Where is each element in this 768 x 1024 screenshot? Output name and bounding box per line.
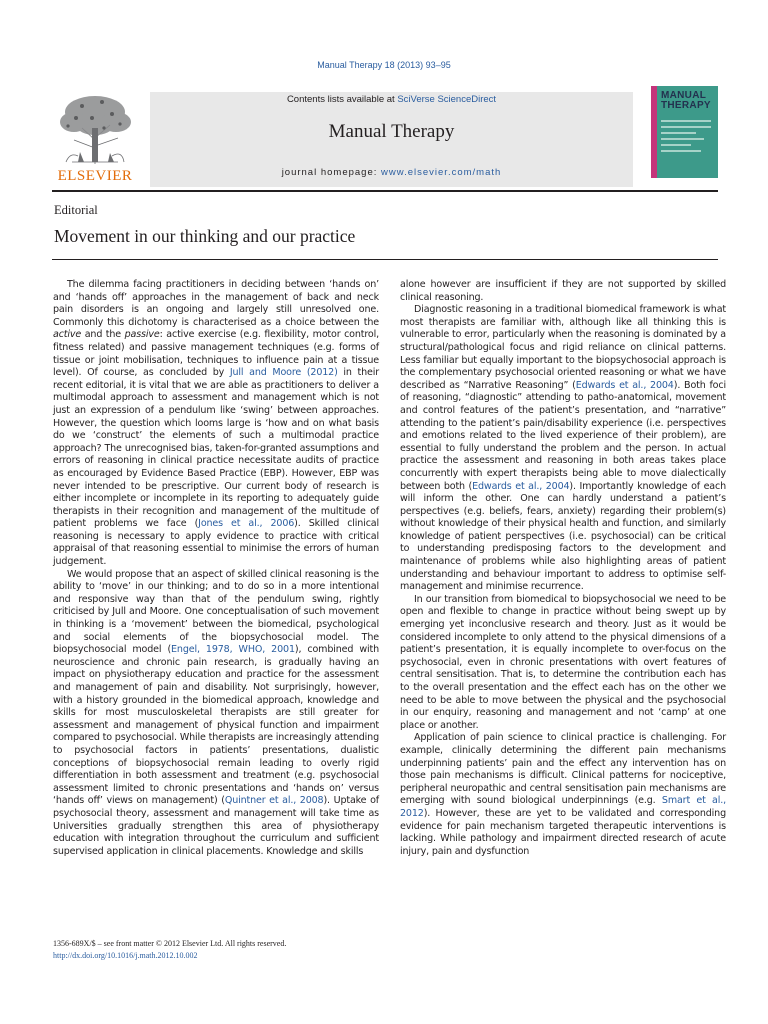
elsevier-wordmark: ELSEVIER [57, 168, 133, 184]
body-paragraph [400, 732, 726, 858]
contents-prefix: Contents lists available at [286, 94, 398, 105]
paragraph-text: In our transition from biomedical to biopsychosocial we need to be open and flexible to change in practice without being swept up by emerging yet inconclusive research and theory. Just as it would be considered incomplete to only attend to the physical dimensions of a patient’s presentation, it is equally incomplete to over-focus on the psychosocial, even in chronic presentations with overt features of central sensitisation. That is, to determine the contribution each has to the overall presentation and the effect each has on the other we need to be able to move between the physical and the psychosocial in our enquiry, reasoning and management and not ‘camp’ at one place or another. [400, 593, 726, 731]
body-paragraph [400, 594, 726, 733]
body-paragraph [53, 279, 379, 569]
journal-banner [150, 92, 633, 187]
italic-term: active [53, 329, 82, 341]
paragraph-text: ). However, these are yet to be validated and corresponding evidence for pain mechanism targeted therapeutic interventions is lacking. While pathology and impairment directed research of acute injury, pain and dysfunction [400, 807, 726, 857]
cover-title-line2: THERAPY [661, 100, 711, 111]
elsevier-logo[interactable] [52, 92, 138, 188]
sciencedirect-link[interactable]: SciVerse ScienceDirect [397, 94, 497, 105]
reference-link[interactable]: Edwards et al., 2004 [472, 480, 570, 492]
reference-link[interactable]: Jull and Moore (2012) [229, 367, 338, 379]
body-paragraph [53, 569, 379, 859]
paragraph-text: The dilemma facing practitioners in deciding between ‘hands on’ and ‘hands off’ approaches in the management of back and neck pain disorders is an ongoing and largely still unresolved one. Commonly this dichotomy is characterised as a choice between the [53, 279, 379, 328]
article-type: Editorial [54, 203, 98, 217]
paragraph-text: in their recent editorial, it is vital that we are able as practitioners to deliver a multimodal approach to assessment and management which is not just an expression of a pendulum like ‘swing’ between approaches. However, the question which looms large is ‘how and on what basis do we ‘construct’ the elements of such a multimodal practice approach? The unrecognised bias, taken-for-granted assumptions and errors of reasoning in clinical practice necessitate audits of practice as encouraged by Evidence Based Practice (EBP). However, EBP was never intended to be prescriptive. Our current body of research is either incomplete or incomplete in its reporting to adequately guide therapists in their recognition and management of the multitude of patient problems we face ( [53, 367, 379, 530]
reference-link[interactable]: Quintner et al., 2008 [224, 795, 324, 807]
reference-link[interactable]: Edwards et al., 2004 [575, 379, 674, 391]
footer [53, 938, 286, 962]
body-column-left [53, 279, 379, 858]
reference-link[interactable]: Smart et al., 2012 [400, 795, 727, 819]
doi-link[interactable]: http://dx.doi.org/10.1016/j.math.2012.10.002 [53, 951, 198, 960]
italic-term: passive [124, 329, 160, 341]
paragraph-text: Diagnostic reasoning in a traditional biomedical framework is what most therapists are familiar with, although like all thinking this is vulnerable to error, particularly when the reasoning is dominated by a structural/pathological focus and rigid reliance on clinical patterns. Less familiar but equally important to the biopsychosocial approach is the complementary psychosocial oriented reasoning or what we have described as “Narrative Reasoning” ( [400, 304, 726, 391]
homepage-link[interactable]: www.elsevier.com/math [381, 167, 502, 178]
body-paragraph [400, 279, 726, 304]
cover-title-line1: MANUAL [661, 90, 707, 101]
paragraph-text: We would propose that an aspect of skilled clinical reasoning is the ability to ‘move’ in our thinking; and to do so in a more intentional and responsive way than that of the pendulum swing, rightly criticised by Jull and Moore. One conceptualisation of such movement in thinking is a ‘movement’ between the biomedical, psychological and social elements of the biopsychosocial model. The biopsychosocial model ( [53, 568, 379, 656]
journal-citation[interactable]: Manual Therapy 18 (2013) 93–95 [317, 60, 451, 70]
journal-homepage [150, 167, 633, 178]
paragraph-text: ). Importantly knowledge of each will inform the other. One can hardly understand a patient’s perspectives (e.g. beliefs, fears, anxiety) regarding their problem(s) without knowledge of their physical health and function, and similarly knowledge of patient perspectives (i.e. psychosocial) can be critical to understanding predisposing factors to the development and maintenance of problems while also highlighting areas of patient understanding and behaviour important to address to optimise self-management and minimise recurrence. [400, 480, 727, 593]
homepage-prefix: journal homepage: [281, 167, 382, 178]
paragraph-text: ). Skilled clinical reasoning is necessary to apply evidence to practice with critical appraisal of that reasoning essential to minimise the errors of human judgement. [53, 518, 380, 568]
paragraph-text: alone however are insufficient if they are not supported by skilled clinical reasoning. [400, 279, 726, 303]
body-column-right [400, 279, 726, 858]
body-paragraph [400, 304, 726, 594]
elsevier-tree-icon [52, 92, 138, 166]
paragraph-text: Application of pain science to clinical practice is challenging. For example, clinically determining the different pain mechanisms underpinning patients’ pain and the effect any intervention has on those pain mechanisms is difficult. Clinical patterns for nociceptive, peripheral neuropathic and central sensitisation pain mechanisms are emerging with sound biological underpinnings (e.g. [400, 732, 726, 807]
paragraph-text: : active exercise (e.g. flexibility, motor control, fitness related) and passive management techniques (e.g. forms of tissue or joint mobilisation, techniques to influence pain at a tissue level). Of course, as concluded by [53, 329, 379, 379]
cover-title [661, 91, 717, 111]
contents-availability [150, 94, 633, 105]
paragraph-text: and the [81, 329, 125, 341]
paragraph-text: ). Both foci of reasoning, “diagnostic” attending to patho-anatomical, movement and control features of the patient’s presentation, and “narrative” attending to the patient’s pain/disability experience (i.e. perspectives and emotions related to the lived experience of their problem), are essential to fully understand the problem and the person. In actual practice the assessment and reasoning in both areas takes place concurrently with expert therapists being able to move dialectically between both ( [400, 379, 726, 492]
journal-cover-thumbnail[interactable] [651, 86, 718, 178]
journal-name: Manual Therapy [328, 121, 455, 142]
header-rule [52, 190, 718, 192]
cover-text-lines [661, 120, 711, 156]
paragraph-text: ). Uptake of psychosocial theory, assessment and management will take time as Universities gradually strengthen this area of physiotherapy education with integration throughout the curriculum and sufficient supervised application in clinical placements. Knowledge and skills [53, 795, 379, 857]
title-rule [52, 259, 718, 260]
cover-stripe [651, 86, 657, 178]
reference-link[interactable]: Engel, 1978, WHO, 2001 [171, 644, 295, 656]
article-title: Movement in our thinking and our practice [54, 226, 356, 246]
issn-copyright-line: 1356-689X/$ – see front matter © 2012 Elsevier Ltd. All rights reserved. [53, 939, 287, 948]
paragraph-text: ), combined with neuroscience and chronic pain research, is gradually having an impact on physiotherapy education and practice for the assessment and management of pain and disability. Not surprisingly, however, with a history grounded in the biomedical approach, knowledge and skills for most musculoskeletal therapists are still greater for assessment and management of physical function and impairment compared to psychosocial. While therapists are increasingly attending to psychosocial factors in patients’ presentations, dualistic conceptions of biopsychosocial remain leading to overly rigid differentiation in both assessment and treatment (e.g. psychosocial assessment limited to chronic presentations and ‘hands on’ versus ‘hands off’ views on management) ( [53, 644, 379, 807]
reference-link[interactable]: Jones et al., 2006 [198, 518, 295, 530]
